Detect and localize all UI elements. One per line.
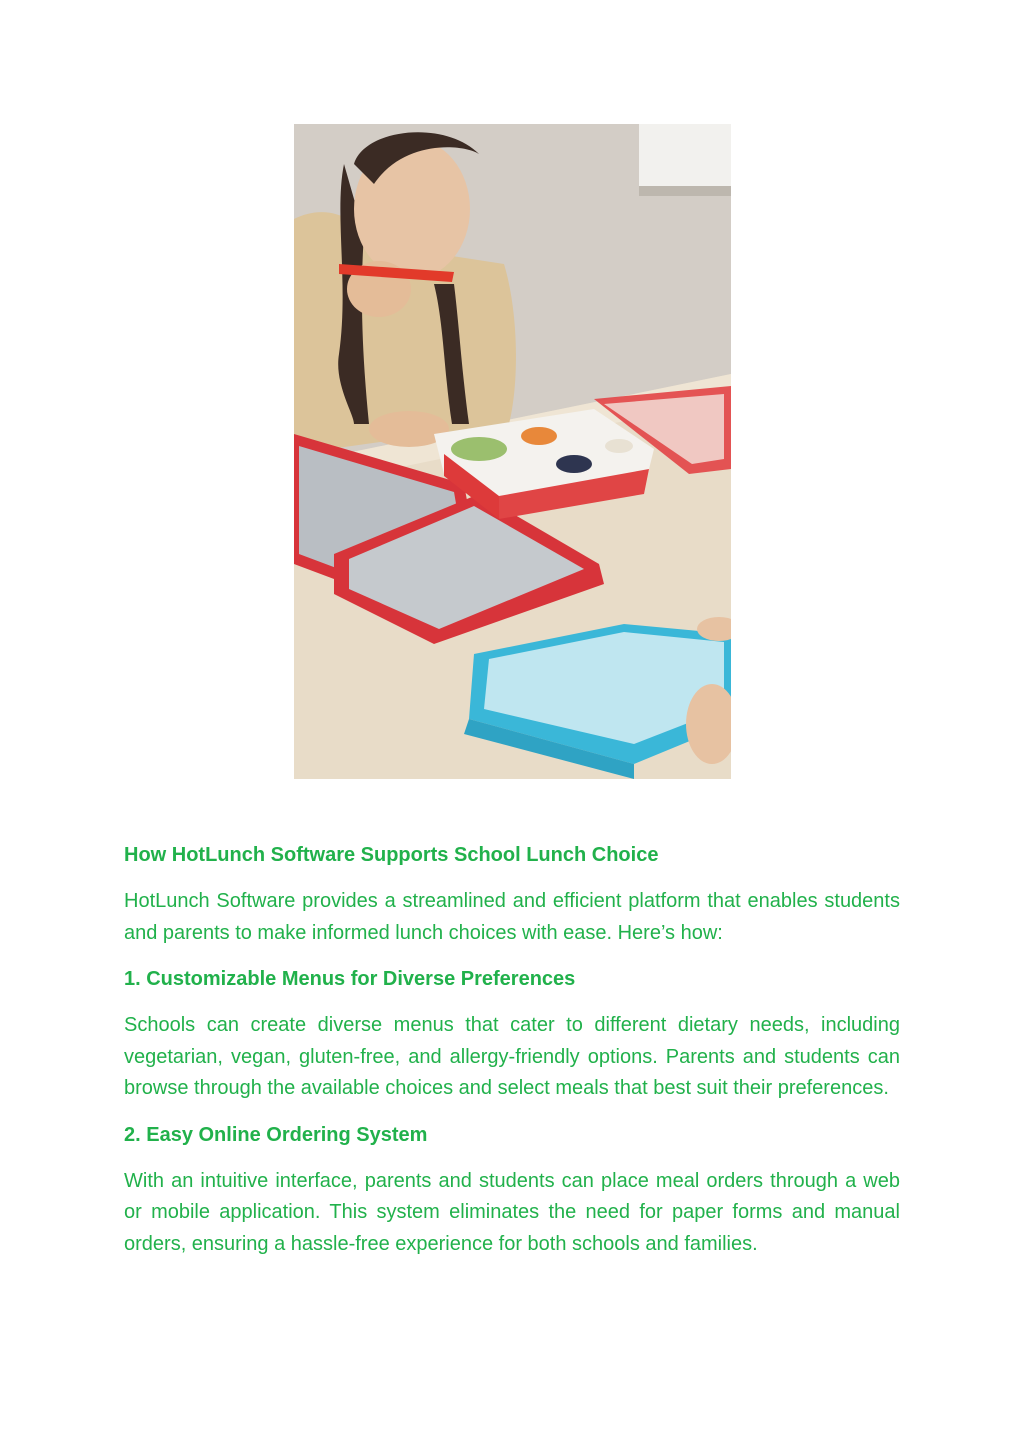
section-title-online-ordering: 2. Easy Online Ordering System xyxy=(124,1123,428,1146)
section-title-customizable-menus: 1. Customizable Menus for Diverse Preferences xyxy=(124,968,576,990)
girl-eating-lunch-illustration xyxy=(294,124,731,779)
article xyxy=(124,840,900,1275)
intro-paragraph: HotLunch Software provides a streamlined and efficient platform that enables students and parents to make informed lunch choices with ease. Here’s how: xyxy=(124,890,900,944)
section-body-customizable-menus: Schools can create diverse menus that cater to different dietary needs, including vegetarian, vegan, gluten-free, and allergy-friendly options. Parents and students can browse through the available choices and select meals that best suit their preferences. xyxy=(124,1014,900,1099)
section-body-online-ordering: With an intuitive interface, parents and students can place meal orders through a web or mobile application. This system eliminates the need for paper forms and manual orders, ensuring a hassle-free experience for both schools and families. xyxy=(124,1169,900,1255)
hero-photo xyxy=(294,124,731,779)
article-heading: How HotLunch Software Supports School Lunch Choice xyxy=(124,844,659,866)
